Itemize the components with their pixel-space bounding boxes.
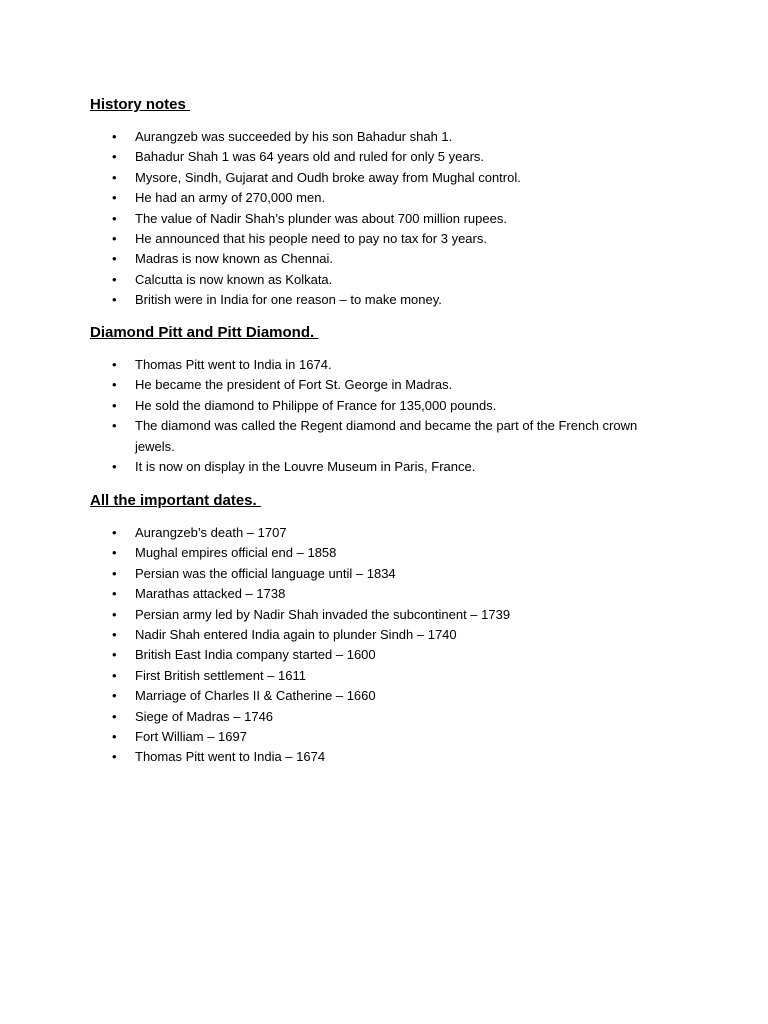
bullet-list xyxy=(90,523,690,768)
list-item-text: Persian was the official language until – 1834 xyxy=(135,565,396,581)
list-item-text: Bahadur Shah 1 was 64 years old and ruled for only 5 years. xyxy=(135,149,485,165)
list-item-text: Mysore, Sindh, Gujarat and Oudh broke away from Mughal control. xyxy=(135,169,521,185)
list-item xyxy=(90,666,680,686)
list-item xyxy=(90,727,680,747)
list-item-text: British East India company started – 1600 xyxy=(135,647,376,663)
list-item-text: It is now on display in the Louvre Museum in Paris, France. xyxy=(135,459,476,475)
bullet-icon: • xyxy=(112,418,117,434)
list-item-text: He became the president of Fort St. George in Madras. xyxy=(135,377,453,393)
section-heading: History notes xyxy=(90,96,191,113)
bullet-icon: • xyxy=(112,190,117,206)
list-item-text: Siege of Madras – 1746 xyxy=(135,708,274,724)
list-item xyxy=(90,270,680,290)
list-item-text: Nadir Shah entered India again to plunder Sindh – 1740 xyxy=(135,627,457,643)
bullet-icon: • xyxy=(112,210,117,226)
bullet-icon: • xyxy=(112,729,117,745)
list-item xyxy=(90,147,680,167)
list-item xyxy=(90,645,680,665)
list-item xyxy=(90,416,680,457)
list-item xyxy=(90,543,680,563)
bullet-icon: • xyxy=(112,129,117,144)
section-diamond-pitt xyxy=(90,323,690,477)
list-item-text: Fort William – 1697 xyxy=(135,729,247,745)
list-item xyxy=(90,229,680,249)
bullet-icon: • xyxy=(112,667,117,683)
list-item xyxy=(90,523,680,543)
bullet-icon: • xyxy=(112,586,117,602)
bullet-list xyxy=(90,127,690,311)
section-important-dates xyxy=(90,491,690,768)
bullet-icon: • xyxy=(112,377,117,393)
bullet-icon: • xyxy=(112,606,117,622)
bullet-icon: • xyxy=(112,647,117,663)
list-item xyxy=(90,564,680,584)
bullet-list xyxy=(90,355,690,477)
list-item-text: Aurangzeb’s death – 1707 xyxy=(135,525,287,540)
list-item-text: British were in India for one reason – to make money. xyxy=(135,292,442,308)
bullet-icon: • xyxy=(112,459,117,475)
bullet-icon: • xyxy=(112,292,117,308)
section-history-notes xyxy=(90,95,690,311)
bullet-icon: • xyxy=(112,169,117,185)
bullet-icon: • xyxy=(112,749,117,765)
bullet-icon: • xyxy=(112,545,117,561)
bullet-icon: • xyxy=(112,271,117,287)
list-item xyxy=(90,188,680,208)
list-item-text: Thomas Pitt went to India – 1674 xyxy=(135,749,326,765)
list-item xyxy=(90,584,680,604)
list-item xyxy=(90,355,680,375)
list-item-text: The diamond was called the Regent diamond and became the part of the French crown jewels. xyxy=(135,418,638,454)
list-item xyxy=(90,290,680,310)
list-item xyxy=(90,686,680,706)
bullet-icon: • xyxy=(112,397,117,413)
list-item xyxy=(90,605,680,625)
list-item-text: Thomas Pitt went to India in 1674. xyxy=(135,357,332,372)
bullet-icon: • xyxy=(112,525,117,540)
list-item-text: He had an army of 270,000 men. xyxy=(135,190,326,206)
list-item xyxy=(90,396,680,416)
list-item-text: Marathas attacked – 1738 xyxy=(135,586,286,602)
list-item-text: He announced that his people need to pay no tax for 3 years. xyxy=(135,231,487,247)
list-item-text: First British settlement – 1611 xyxy=(135,667,306,683)
list-item xyxy=(90,625,680,645)
list-item xyxy=(90,209,680,229)
list-item xyxy=(90,375,680,395)
section-heading: Diamond Pitt and Pitt Diamond. xyxy=(90,324,319,341)
list-item xyxy=(90,707,680,727)
list-item-text: Aurangzeb was succeeded by his son Bahadur shah 1. xyxy=(135,129,453,144)
bullet-icon: • xyxy=(112,251,117,267)
list-item-text: Marriage of Charles II & Catherine – 1660 xyxy=(135,688,376,704)
list-item-text: Calcutta is now known as Kolkata. xyxy=(135,271,333,287)
list-item xyxy=(90,747,680,767)
bullet-icon: • xyxy=(112,627,117,643)
bullet-icon: • xyxy=(112,149,117,165)
bullet-icon: • xyxy=(112,688,117,704)
bullet-icon: • xyxy=(112,231,117,247)
list-item-text: Persian army led by Nadir Shah invaded the subcontinent – 1739 xyxy=(135,606,511,622)
list-item xyxy=(90,249,680,269)
list-item xyxy=(90,457,680,477)
list-item-text: He sold the diamond to Philippe of France for 135,000 pounds. xyxy=(135,397,497,413)
bullet-icon: • xyxy=(112,708,117,724)
section-heading: All the important dates. xyxy=(90,492,261,509)
bullet-icon: • xyxy=(112,565,117,581)
list-item-text: Madras is now known as Chennai. xyxy=(135,251,333,267)
list-item-text: Mughal empires official end – 1858 xyxy=(135,545,337,561)
list-item xyxy=(90,168,680,188)
list-item-text: The value of Nadir Shah’s plunder was about 700 million rupees. xyxy=(135,210,507,226)
bullet-icon: • xyxy=(112,357,117,372)
list-item xyxy=(90,127,680,147)
